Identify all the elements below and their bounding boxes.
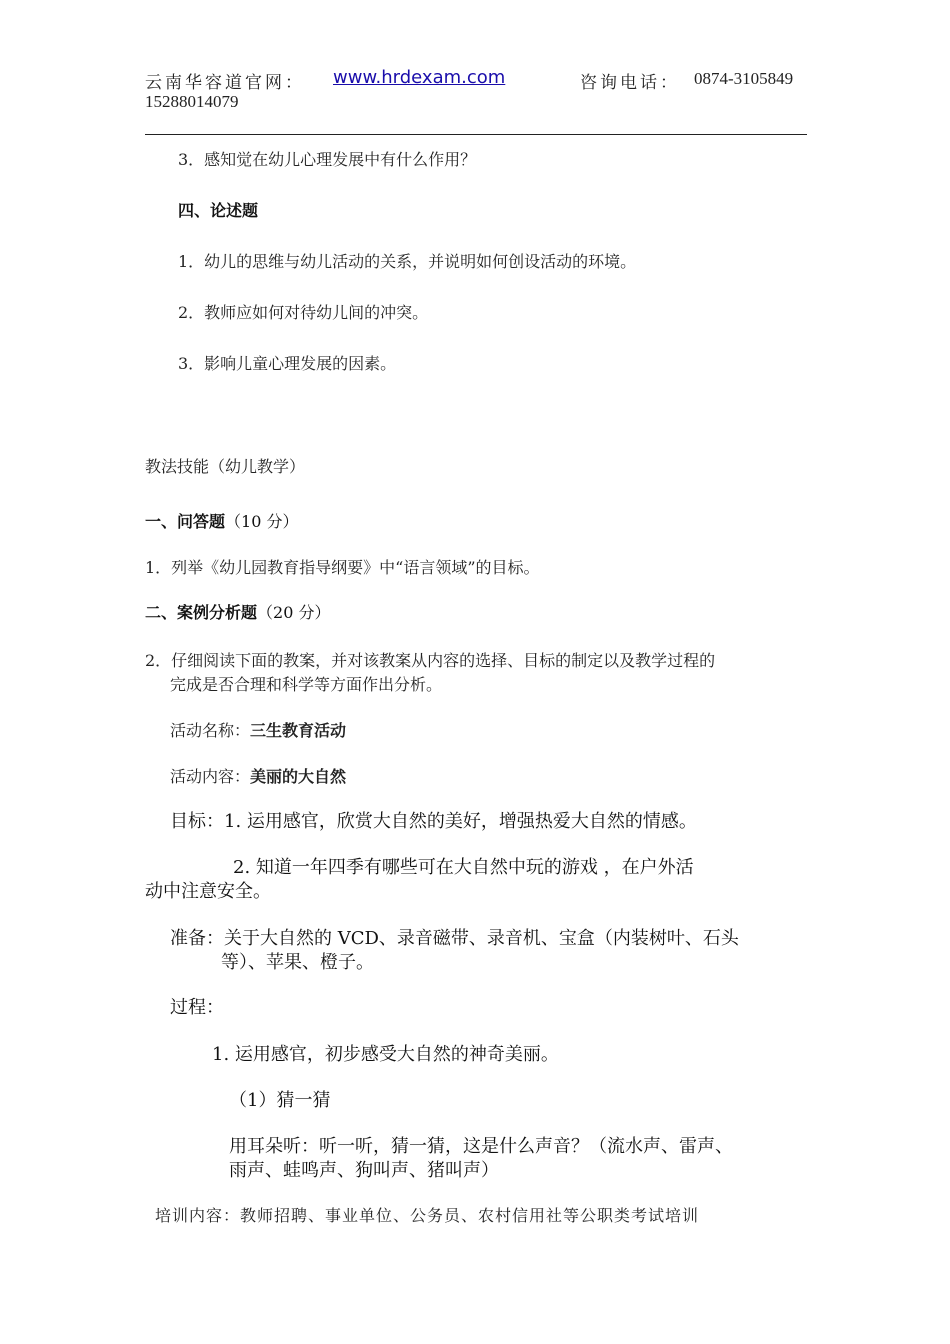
essay-item-1: 1．幼儿的思维与幼儿活动的关系，并说明如何创设活动的环境。 <box>178 252 637 271</box>
header-site-link[interactable]: www.hrdexam.com <box>333 67 506 88</box>
footer-training: 培训内容：教师招聘、事业单位、公务员、农村信用社等公职类考试培训 <box>155 1206 700 1225</box>
qa-score: （10 分） <box>225 512 299 531</box>
process-label: 过程： <box>170 997 224 1018</box>
header-phone-1: 0874-3105849 <box>694 69 794 88</box>
activity-content-label: 活动内容： <box>170 767 251 786</box>
qa-heading: 一、问答题（10 分） <box>145 512 299 531</box>
essay-heading: 四、论述题 <box>178 201 259 220</box>
header-phone-label: 咨询电话： <box>580 73 680 93</box>
process-step-1: 1. 运用感官，初步感受大自然的神奇美丽。 <box>212 1044 559 1065</box>
essay-item-2: 2．教师应如何对待幼儿间的冲突。 <box>178 303 429 322</box>
header-divider <box>145 134 807 135</box>
qa-item: 1．列举《幼儿园教育指导纲要》中“语言领域”的目标。 <box>145 558 540 577</box>
activity-name: 三生教育活动 <box>250 721 347 740</box>
essay-item-3: 3．影响儿童心理发展的因素。 <box>178 354 397 373</box>
question-3: 3．感知觉在幼儿心理发展中有什么作用？ <box>178 150 477 169</box>
header-site-label: 云南华容道官网： <box>145 73 305 93</box>
activity-name-row <box>170 718 346 741</box>
header-phone-2: 15288014079 <box>145 92 239 111</box>
process-step-1-detail-line-1: 用耳朵听：听一听，猜一猜，这是什么声音？（流水声、雷声、 <box>229 1136 733 1157</box>
prep-line-1: 准备：关于大自然的 VCD、录音磁带、录音机、宝盒（内装树叶、石头 <box>170 928 739 949</box>
activity-content-row <box>170 764 346 787</box>
process-step-1-sub: （1）猜一猜 <box>229 1090 331 1111</box>
case-item-line-2: 完成是否合理和科学等方面作出分析。 <box>170 675 443 694</box>
activity-name-label: 活动名称： <box>170 721 251 740</box>
goal-2-line-2: 动中注意安全。 <box>145 881 271 902</box>
activity-content: 美丽的大自然 <box>250 767 347 786</box>
process-step-1-detail-line-2: 雨声、蛙鸣声、狗叫声、猪叫声） <box>229 1160 499 1181</box>
goal-1: 目标：1. 运用感官，欣赏大自然的美好，增强热爱大自然的情感。 <box>170 811 697 832</box>
case-item-line-1: 2．仔细阅读下面的教案，并对该教案从内容的选择、目标的制定以及教学过程的 <box>145 651 716 670</box>
prep-line-2: 等）、苹果、橙子。 <box>221 952 374 973</box>
section-title: 教法技能（幼儿教学） <box>145 457 306 476</box>
goal-2-line-1: 2. 知道一年四季有哪些可在大自然中玩的游戏 ，在户外活 <box>233 857 694 878</box>
case-heading: 二、案例分析题（20 分） <box>145 603 331 622</box>
case-score: （20 分） <box>257 603 331 622</box>
